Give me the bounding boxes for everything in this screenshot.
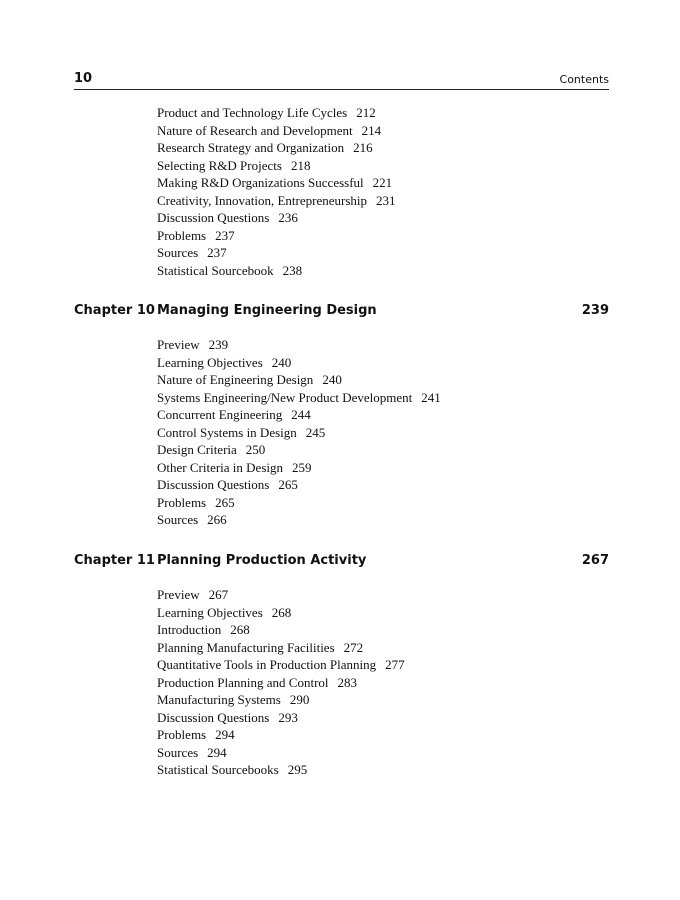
entry-page: 266 bbox=[207, 512, 227, 527]
chapter-page: 239 bbox=[581, 303, 609, 318]
entry-page: 244 bbox=[291, 407, 311, 422]
entry-title: Concurrent Engineering bbox=[157, 407, 283, 422]
toc-entry bbox=[157, 371, 441, 389]
entry-title: Preview bbox=[157, 337, 200, 352]
toc-entry bbox=[157, 494, 441, 512]
entry-title: Creativity, Innovation, Entrepreneurship bbox=[157, 192, 367, 208]
toc-entry bbox=[157, 604, 405, 622]
page-number: 10 bbox=[74, 71, 93, 86]
entry-page: 221 bbox=[372, 175, 393, 190]
entry-title: Sources bbox=[157, 744, 199, 760]
entry-page: 294 bbox=[215, 727, 235, 742]
toc-entry bbox=[157, 424, 441, 442]
entry-title: Planning Manufacturing Facilities bbox=[157, 639, 335, 655]
entry-title: Discussion Questions bbox=[157, 477, 270, 492]
entry-title: Systems Engineering/New Product Development bbox=[157, 389, 413, 405]
entry-page: 237 bbox=[215, 227, 235, 243]
chapter-page: 267 bbox=[581, 553, 609, 568]
entry-title: Nature of Engineering Design bbox=[157, 372, 314, 387]
running-head-title: Contents bbox=[559, 73, 609, 86]
toc-entry bbox=[157, 244, 396, 262]
entry-title: Problems bbox=[157, 227, 207, 243]
toc-entry bbox=[157, 726, 405, 744]
toc-entry bbox=[157, 157, 396, 175]
entry-title: Introduction bbox=[157, 622, 222, 637]
entry-page: 265 bbox=[278, 477, 298, 492]
toc-entry bbox=[157, 389, 441, 407]
entry-page: 236 bbox=[278, 210, 298, 225]
entry-list-chapter-11 bbox=[157, 586, 405, 779]
entry-page: 245 bbox=[305, 424, 326, 440]
toc-entry bbox=[157, 586, 405, 604]
chapter-title: Managing Engineering Design bbox=[157, 303, 377, 318]
entry-title: Sources bbox=[157, 245, 199, 260]
entry-page: 259 bbox=[292, 459, 312, 475]
toc-entry bbox=[157, 476, 441, 494]
toc-entry bbox=[157, 354, 441, 372]
entry-page: 272 bbox=[343, 639, 364, 655]
toc-entry bbox=[157, 209, 396, 227]
entry-title: Nature of Research and Development bbox=[157, 122, 353, 138]
entry-page: 277 bbox=[385, 657, 405, 672]
chapter-label: Chapter 11 bbox=[74, 553, 155, 568]
toc-entry bbox=[157, 262, 396, 280]
toc-entry bbox=[157, 639, 405, 657]
toc-entry bbox=[157, 691, 405, 709]
entry-page: 241 bbox=[421, 389, 441, 405]
toc-entry bbox=[157, 621, 405, 639]
entry-page: 268 bbox=[271, 604, 292, 620]
entry-title: Statistical Sourcebook bbox=[157, 262, 274, 278]
entry-page: 216 bbox=[353, 140, 373, 155]
entry-page: 293 bbox=[278, 709, 298, 725]
entry-title: Preview bbox=[157, 587, 200, 602]
toc-entry bbox=[157, 174, 396, 192]
chapter-heading-10 bbox=[74, 302, 609, 320]
toc-entry bbox=[157, 709, 405, 727]
entry-title: Selecting R&D Projects bbox=[157, 157, 282, 173]
toc-entry bbox=[157, 336, 441, 354]
entry-page: 231 bbox=[376, 192, 396, 208]
toc-entry bbox=[157, 656, 405, 674]
entry-page: 239 bbox=[208, 337, 229, 352]
entry-title: Making R&D Organizations Successful bbox=[157, 175, 364, 190]
entry-title: Discussion Questions bbox=[157, 709, 270, 725]
entry-page: 212 bbox=[356, 105, 376, 120]
entry-title: Design Criteria bbox=[157, 442, 237, 457]
entry-page: 214 bbox=[361, 122, 382, 138]
toc-entry bbox=[157, 744, 405, 762]
entry-title: Production Planning and Control bbox=[157, 674, 329, 690]
entry-title: Manufacturing Systems bbox=[157, 692, 281, 707]
entry-list-chapter-9-continued bbox=[157, 104, 396, 279]
toc-entry bbox=[157, 406, 441, 424]
entry-title: Quantitative Tools in Production Planning bbox=[157, 657, 377, 672]
toc-entry bbox=[157, 104, 396, 122]
toc-entry bbox=[157, 227, 396, 245]
chapter-heading-11 bbox=[74, 552, 609, 570]
toc-entry bbox=[157, 459, 441, 477]
entry-page: 268 bbox=[230, 622, 250, 637]
entry-page: 238 bbox=[282, 262, 303, 278]
entry-page: 294 bbox=[207, 744, 227, 760]
entry-page: 267 bbox=[208, 587, 229, 602]
chapter-label: Chapter 10 bbox=[74, 303, 155, 318]
entry-title: Problems bbox=[157, 494, 207, 510]
entry-title: Product and Technology Life Cycles bbox=[157, 105, 348, 120]
entry-title: Other Criteria in Design bbox=[157, 459, 283, 475]
entry-page: 240 bbox=[271, 354, 292, 370]
entry-page: 265 bbox=[215, 494, 235, 510]
entry-title: Sources bbox=[157, 512, 199, 527]
entry-page: 218 bbox=[290, 157, 311, 173]
entry-title: Learning Objectives bbox=[157, 354, 263, 370]
toc-entry bbox=[157, 511, 441, 529]
entry-title: Learning Objectives bbox=[157, 604, 263, 620]
entry-title: Statistical Sourcebooks bbox=[157, 762, 279, 777]
entry-page: 295 bbox=[287, 762, 308, 777]
toc-entry bbox=[157, 674, 405, 692]
entry-title: Discussion Questions bbox=[157, 210, 270, 225]
entry-page: 283 bbox=[337, 674, 358, 690]
toc-entry bbox=[157, 761, 405, 779]
entry-page: 237 bbox=[207, 245, 227, 260]
entry-page: 250 bbox=[245, 442, 266, 457]
entry-page: 290 bbox=[289, 692, 310, 707]
running-head bbox=[74, 71, 609, 90]
entry-title: Research Strategy and Organization bbox=[157, 140, 345, 155]
entry-title: Control Systems in Design bbox=[157, 424, 297, 440]
entry-title: Problems bbox=[157, 727, 207, 742]
toc-entry bbox=[157, 441, 441, 459]
entry-list-chapter-10 bbox=[157, 336, 441, 529]
toc-entry bbox=[157, 139, 396, 157]
toc-entry bbox=[157, 192, 396, 210]
chapter-title: Planning Production Activity bbox=[157, 553, 367, 568]
entry-page: 240 bbox=[322, 372, 342, 387]
toc-entry bbox=[157, 122, 396, 140]
